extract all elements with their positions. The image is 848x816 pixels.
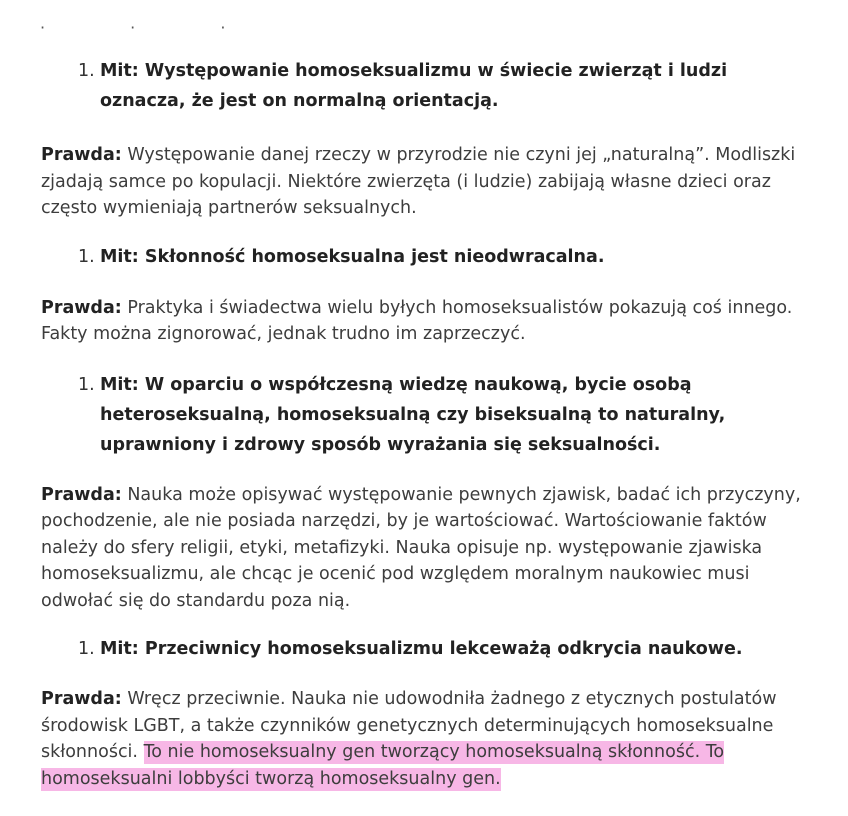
truth-label: Prawda: <box>41 145 122 165</box>
cut-off-text-line: · · · <box>40 18 266 37</box>
truth-label: Prawda: <box>41 297 122 318</box>
list-number: 1. <box>78 639 95 659</box>
myth-heading <box>78 56 815 116</box>
myth-heading <box>78 370 815 460</box>
truth-text: Praktyka i świadectwa wielu byłych homoseksualistów pokazują coś innego. Fakty można zignorować, jednak trudno im zaprzeczyć. <box>41 297 793 344</box>
myth-heading <box>78 242 815 272</box>
truth-paragraph <box>41 686 816 792</box>
truth-paragraph <box>41 295 816 348</box>
truth-text: Nauka może opisywać występowanie pewnych zjawisk, badać ich przyczyny, pochodzenie, ale nie posiada narzędzi, by je wartościować. Wartościowanie faktów należy do sfery religii, etyki, metafizyki. Nauka opisuje np. występowanie zjawiska homoseksualizmu, ale chcąc je ocenić pod względem moralnym naukowiec musi odwołać się do standardu poza nią. <box>41 484 801 611</box>
truth-paragraph <box>41 142 816 222</box>
list-number: 1. <box>78 246 95 267</box>
truth-label: Prawda: <box>41 484 122 505</box>
truth-text: Występowanie danej rzeczy w przyrodzie nie czyni jej „naturalną”. Modliszki zjadają samce po kopulacji. Niektóre zwierzęta (i ludzie) zabijają własne dzieci oraz często wymieniają partnerów seksualnych. <box>41 145 796 218</box>
truth-text: Wręcz przeciwnie. Nauka nie udowodniła żadnego z etycznych postulatów środowisk LGBT, a także czynników genetycznych determinujących homoseksualne skłonności. <box>41 689 777 762</box>
truth-label: Prawda: <box>41 689 122 709</box>
myth-text: Mit: Przeciwnicy homoseksualizmu lekceważą odkrycia naukowe. <box>100 639 743 659</box>
highlighted-text: To nie homoseksualny gen tworzący homoseksualną skłonność. To homoseksualni lobbyści tworzą homoseksualny gen. <box>41 742 725 789</box>
article-body <box>0 50 848 792</box>
list-number: 1. <box>78 374 95 395</box>
myth-heading <box>78 634 815 664</box>
truth-paragraph <box>41 482 816 615</box>
myth-text: Mit: Występowanie homoseksualizmu w świecie zwierząt i ludzi oznacza, że jest on normalną orientacją. <box>100 61 728 111</box>
myth-text: Mit: W oparciu o współczesną wiedzę naukową, bycie osobą heteroseksualną, homoseksualną czy biseksualną to naturalny, uprawniony i zdrowy sposób wyrażania się seksualności. <box>100 374 726 455</box>
myth-text: Mit: Skłonność homoseksualna jest nieodwracalna. <box>100 246 605 267</box>
list-number: 1. <box>78 61 95 81</box>
